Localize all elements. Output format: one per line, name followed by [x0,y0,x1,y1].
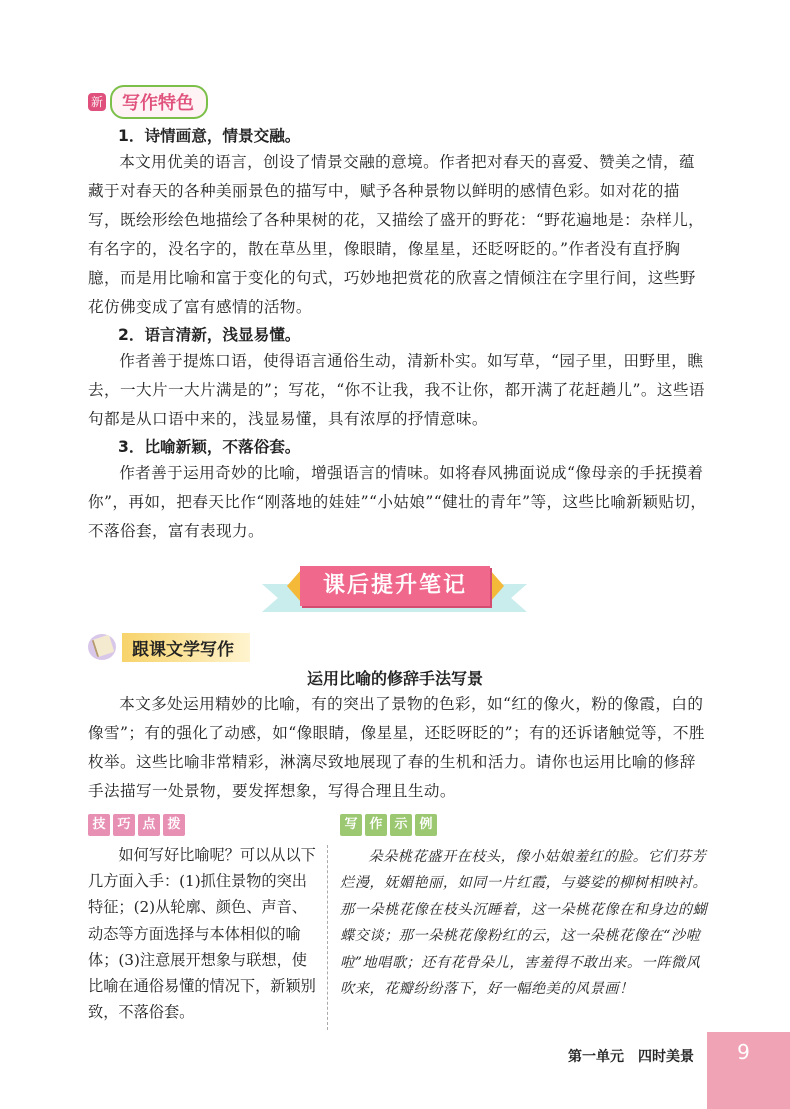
writing-section-title: 跟课文学写作 [122,633,250,662]
banner-left-tab [287,570,301,602]
tips-tag-char: 点 [138,814,160,836]
example-tag-char: 示 [390,814,412,836]
tips-tag [88,814,188,838]
feature-text-2: 作者善于提炼口语，使得语言通俗生动，清新朴实。如写草，“园子里，田野里，瞧去，一大片一大片满是的”；写花，“你不让我，我不让你，都开满了花赶趟儿”。这些语句都是从口语中来的，浅显易懂，具有浓厚的抒情意味。 [88,352,705,428]
unit-label: 第一单元 四时美景 [568,1049,694,1065]
new-badge-icon: 新 [88,93,106,111]
tips-tag-char: 拨 [163,814,185,836]
column-divider [327,845,328,1030]
writing-section-header [88,632,250,662]
page-number: 9 [737,1040,750,1064]
banner-right-tab [490,570,504,602]
feature-text-3: 作者善于运用奇妙的比喻，增强语言的情味。如将春风拂面说成“像母亲的手抚摸着你”，再如，把春天比作“刚落地的娃娃”“小姑娘”“健壮的青年”等，这些比喻新颖贴切，不落俗套，富有表现力。 [88,464,707,540]
features-header [88,88,208,116]
writing-intro: 本文多处运用精妙的比喻，有的突出了景物的色彩，如“红的像火，粉的像霞，白的像雪”；有的强化了动感，如“像眼睛，像星星，还眨呀眨的”；有的还诉诸触觉等，不胜枚举。这些比喻非常精彩，淋漓尽致地展现了春的生机和活力。请你也运用比喻的修辞手法描写一处景物，要发挥想象，写得合理且生动。 [88,695,705,800]
feature-heading-2: 2．语言清新，浅显易懂。 [118,326,301,344]
example-tag-char: 写 [340,814,362,836]
quill-paper-icon [88,634,116,660]
feature-heading-1: 1．诗情画意，情景交融。 [118,127,301,145]
notes-banner [262,566,527,614]
example-tag-char: 作 [365,814,387,836]
topic-title: 运用比喻的修辞手法写景 [306,669,483,688]
feature-text-1: 本文用优美的语言，创设了情景交融的意境。作者把对春天的喜爱、赞美之情，蕴藏于对春天的各种美丽景色的描写中，赋予各种景物以鲜明的感情色彩。如对花的描写，既绘形绘色地描绘了各种果树的花，又描绘了盛开的野花：“野花遍地是：杂样儿，有名字的，没名字的，散在草丛里，像眼睛，像星星，还眨呀眨的。”作者没有直抒胸臆，而是用比喻和富于变化的句式，巧妙地把赏花的欣喜之情倾注在字里行间，这些野花仿佛变成了富有感情的活物。 [88,153,705,316]
tips-tag-char: 技 [88,814,110,836]
banner-title: 课后提升笔记 [300,566,490,606]
example-text: 朵朵桃花盛开在枝头，像小姑娘羞红的脸。它们芬芳烂漫，妩媚艳丽，如同一片红霞，与婆娑的柳树相映衬。那一朵桃花像在枝头沉睡着，这一朵桃花像在和身边的蝴蝶交谈；那一朵桃花像粉红的云，这一朵桃花像在“沙啦啦”地唱歌；还有花骨朵儿，害羞得不敢出来。一阵微风吹来，花瓣纷纷落下，好一幅绝美的风景画！ [340,849,708,998]
example-tag-char: 例 [415,814,437,836]
example-tag [340,814,440,838]
features-title: 写作特色 [110,85,208,119]
tips-text: 如何写好比喻呢？可以从以下几方面入手：(1)抓住景物的突出特征；(2)从轮廓、颜色、声音、动态等方面选择与本体相似的喻体；(3)注意展开想象与联想，使比喻在通俗易懂的情况下，新颖别致，不落俗套。 [88,846,316,1022]
feature-heading-3: 3．比喻新颖，不落俗套。 [118,438,301,456]
tips-tag-char: 巧 [113,814,135,836]
